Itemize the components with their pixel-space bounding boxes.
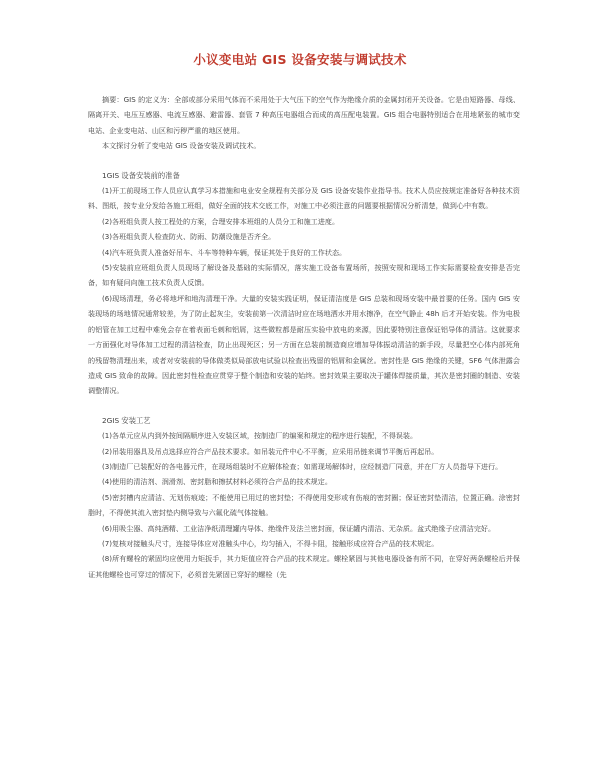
intro-paragraph: 本文探讨分析了变电站 GIS 设备安装及调试技术。 — [102, 141, 261, 151]
page-title: 小议变电站 GIS 设备安装与调试技术 — [193, 52, 407, 67]
section2-paragraph: (1)各单元应从内到外按间隔顺序进入安装区域，按制造厂的编案和规定的程序进行装配，不得误装。 — [102, 431, 418, 441]
section2-paragraph: (5)密封槽内应清洁、无划伤痕迹；不能使用已用过的密封垫；不得使用变形或有伤痕的密封圈；保证密封垫清洁，位置正确。涂密封脂时，不得使其流入密封垫内侧导致与六氟化硫气体接触。 — [88, 492, 520, 518]
section2-paragraph: (3)制造厂已装配好的各电器元件，在现场组装时不应解体检查；如需现场解体时，应经制造厂同意，并在厂方人员指导下进行。 — [102, 461, 503, 471]
section1-paragraph: (3)各班组负责人检查防火、防雨、防潮设施是否齐全。 — [102, 232, 276, 242]
section2-paragraph: (2)吊装用器具及吊点选择应符合产品技术要求。如吊装元件中心不平衡，应采用吊链来调节平衡后再起吊。 — [102, 446, 439, 456]
spacer — [88, 399, 520, 413]
section2-paragraph: (4)使用的清洁剂、润滑剂、密封脂和擦拭材料必须符合产品的技术规定。 — [102, 477, 332, 487]
section2-paragraph: (7)复核对接触头尺寸，连接导体应对准触头中心，均匀插入，不得卡阻，接触形成应符合产品的技术规定。 — [102, 538, 439, 548]
section1-paragraph: (4)汽车班负责人准备好吊车、斗车等特种车辆，保证其处于良好的工作状态。 — [102, 247, 347, 257]
section-heading-1: 1GIS 设备安装前的准备 — [102, 170, 180, 180]
spacer — [88, 154, 520, 168]
section1-paragraph: (2)各班组负责人按工程处的方案，合理安排本班组的人员分工和施工进度。 — [102, 216, 340, 226]
section-heading-2: 2GIS 安装工艺 — [102, 415, 151, 425]
section2-paragraph: (8)所有螺栓的紧固均应使用力矩扳手，其力矩值应符合产品的技术规定。螺栓紧固与其他电器设备有所不同，在穿好两条螺栓后并保证其他螺栓也可穿过的情况下，必须首先紧固已穿好的螺栓（先 — [88, 554, 520, 579]
section2-paragraph: (6)用吸尘器、高纯酒精、工业洁净纸清理罐内导体、绝缘件及法兰密封面，保证罐内清洁、无杂质。盆式绝缘子应清洁完好。 — [102, 523, 496, 533]
section1-paragraph: (5)安装前应班组负责人员现场了解设备及基础的实际情况，落实施工设备布置场所，按照安规和现场工作实际需要检查安排是否完备，如有疑问向施工技术负责人反馈。 — [88, 263, 520, 288]
document-body — [88, 92, 520, 582]
section1-paragraph: (6)现场清理，务必将地坪和地沟清理干净。大量的安装实践证明，保证清洁度是 GIS 总装和现场安装中最首要的任务。国内 GIS 安装现场的场地情况通常较差，为了防止起灰尘，安装前第一次清洁时应在场地洒水并用水擦净，在空气静止 48h 后才开始安装。作为电极的铝管在加工过程中难免会存在着表面毛刺和铝屑，这些微粒都是耐压实验中放电的来源，因此要特别注意保证铝导体的清洁。这就要求一方面强化对导体加工过程的清洁检查，防止出现死区；另一方面在总装前制造商应增加导体振动清洁的新手段，尽量把空心体内部死角的残留物清理出来，或者对安装前的导体做类似局部放电试验以检查出残留的铝屑和金属丝。密封性是 GIS 绝缘的关键，SF6 气体泄露会造成 GIS 致命的故障。因此密封性检查应贯穿于整个制造和安装的始终。密封效果主要取决于罐体焊接质量，其次是密封圈的制造、安装调整情况。 — [88, 293, 520, 396]
abstract-paragraph: 摘要：GIS 的定义为：全部或部分采用气体而不采用处于大气压下的空气作为绝缘介质的金属封闭开关设备。它是由短路器、母线、隔离开关、电压互感器、电流互感器、避雷器、套管 7 种高压电器组合而成的高压配电装置。GIS 组合电器特别适合在用地紧张的城市变电站、企业变电站、山区和污秽严重的地区使用。 — [88, 95, 520, 135]
section1-paragraph: (1)开工前现场工作人员应认真学习本措施和电业安全规程有关部分及 GIS 设备安装作业指导书。技术人员应按规定准备好各种技术资料、图纸，按专业分发给各施工班组，做好全面的技术交底工作，对施工中必须注意的问题要根据情况分析清楚，做到心中有数。 — [88, 186, 520, 211]
